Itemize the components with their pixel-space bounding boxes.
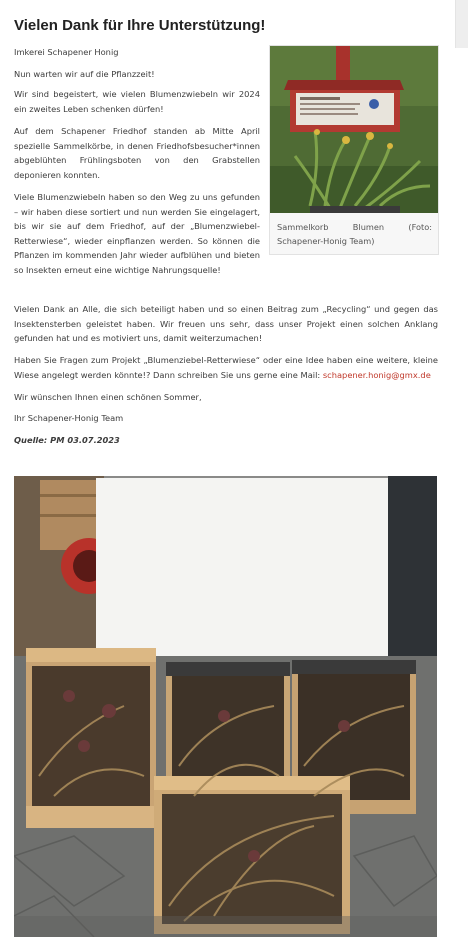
paragraph-8: Ihr Schapener-Honig Team [14,413,124,423]
article-title: Vielen Dank für Ihre Unterstützung! [14,17,266,34]
photo-figure [269,45,439,255]
article-author: Imkerei Schapener Honig [14,47,119,57]
paragraph-5: Vielen Dank an Alle, die sich beteiligt haben und so einen Beitrag zum „Recycling“ und gegen das Insektensterben geleistet haben. Wir freuen uns sehr, dass unser Projekt einen solchen Anklang gefunden hat und es motiviert uns, damit weiterzumachen! [14,304,438,343]
scrollbar[interactable] [455,0,468,48]
email-link[interactable]: schapener.honig@gmx.de [322,369,431,380]
photo-caption: Sammelkorb Blumen (Foto: Schapener-Honig Team) [277,222,432,246]
paragraph-6 [14,353,438,382]
paragraph-1: Nun warten wir auf die Pflanzzeit! [14,69,155,79]
paragraph-7: Wir wünschen Ihnen einen schönen Sommer, [14,392,202,402]
paragraph-3: Auf dem Schapener Friedhof standen ab Mitte April spezielle Sammelkörbe, in denen Friedhofsbesucher*innen abgeblühten Frühlingsboten von den Grabstellen deponieren konnten. [14,126,260,180]
source-note: Quelle: PM 03.07.2023 [14,435,120,445]
bulb-crates-photo [14,476,437,937]
paragraph-6-text: Haben Sie Fragen zum Projekt „Blumenziebel-Retterwiese“ oder eine Idee haben eine weitere, kleine Wiese angelegt werden könnte!? Dann schreiben Sie uns gerne eine Mail: [14,355,438,380]
paragraph-2: Wir sind begeistert, wie vielen Blumenzwiebeln wir 2024 ein zweites Leben schenken dürfen! [14,89,260,114]
paragraph-4: Viele Blumenzwiebeln haben so den Weg zu uns gefunden – wir haben diese sortiert und nun werden Sie eingelagert, bis wir sie auf dem Friedhof, auf der „Blumenzwiebel-Retterwiese“, wieder einpflanzen werden. So können die Pflanzen im kommenden Jahr wieder aufblühen und bieten so Insekten erneut eine wichtige Nahrungsquelle! [14,192,260,275]
collection-basket-photo [270,46,438,213]
